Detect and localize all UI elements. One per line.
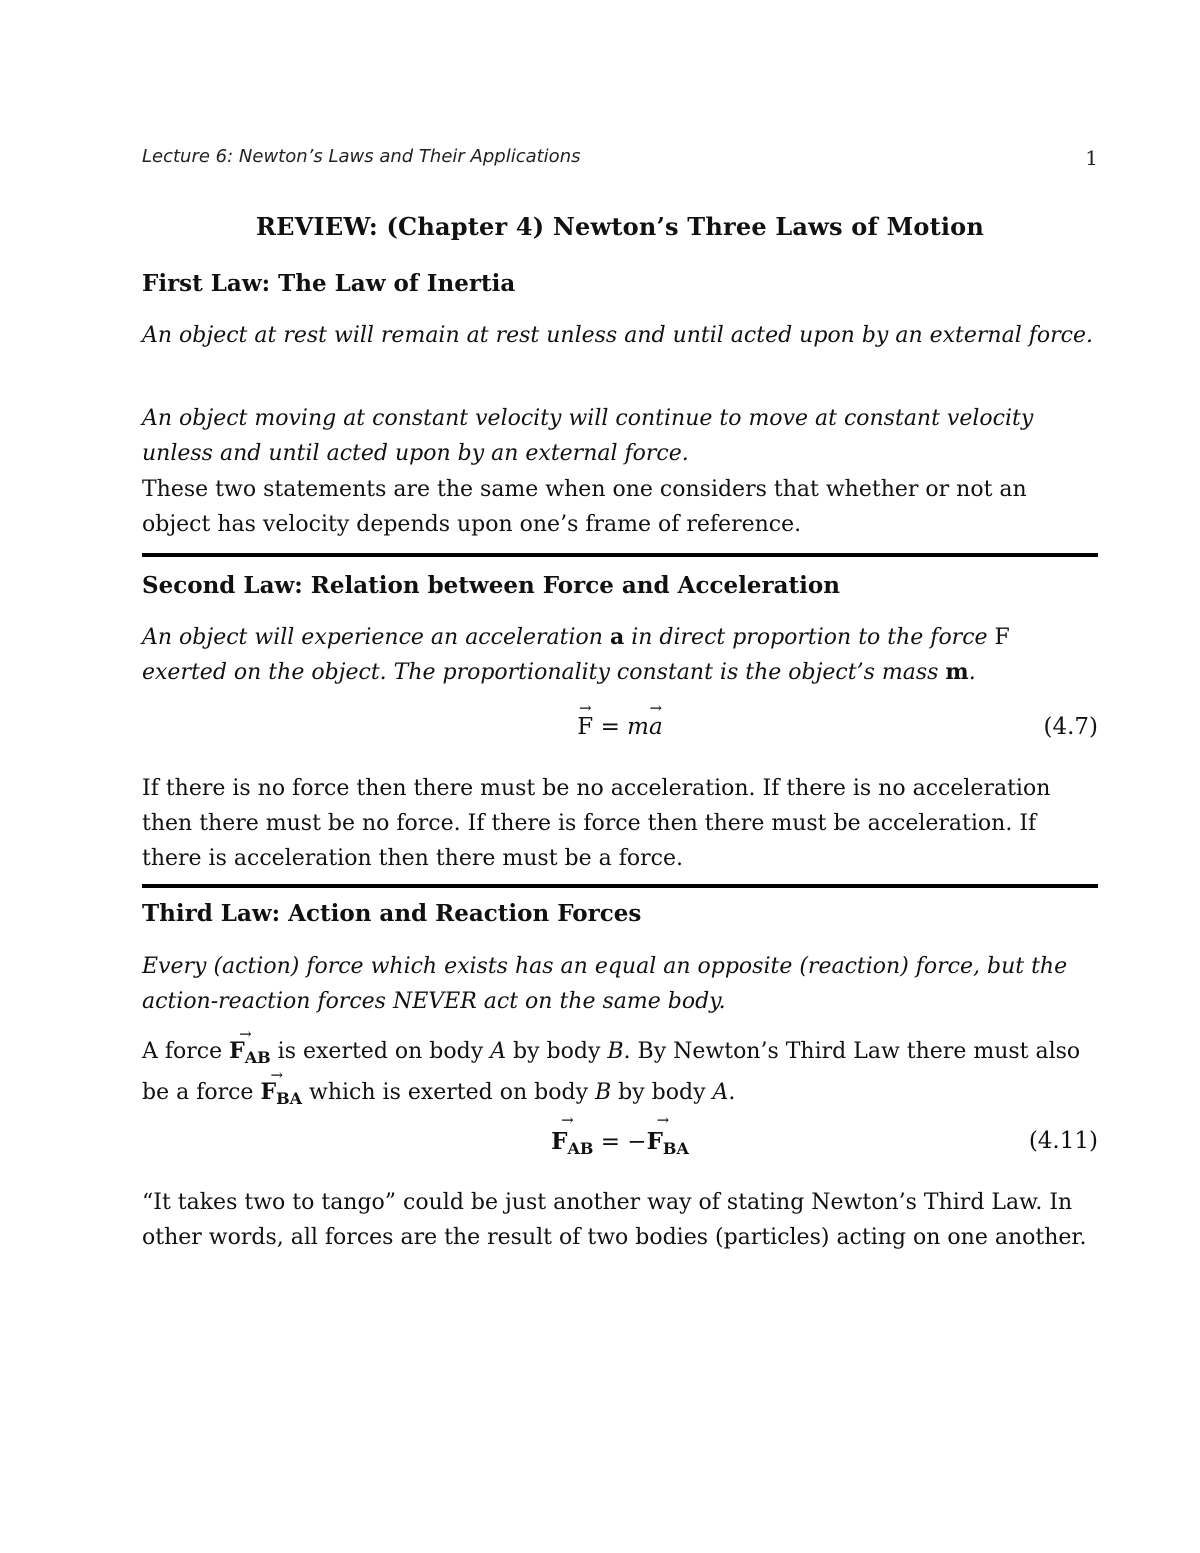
force-symbol: F xyxy=(994,625,1010,650)
section-divider xyxy=(142,553,1098,557)
first-law-statement-1: An object at rest will remain at rest unless and until acted upon by an external force. xyxy=(142,323,1093,348)
second-law-statement xyxy=(142,620,1098,690)
force-ab-vector xyxy=(229,1034,271,1075)
third-law-text-f: by body xyxy=(611,1080,713,1105)
acceleration-vector: → a xyxy=(649,714,663,740)
equation-4-11 xyxy=(142,1128,1098,1164)
third-law-paragraph xyxy=(142,1034,1098,1116)
force-ab-vector xyxy=(551,1128,593,1158)
running-header xyxy=(142,146,1098,170)
page-number: 1 xyxy=(1085,146,1098,170)
page-title: REVIEW: (Chapter 4) Newton’s Three Laws of Motion xyxy=(255,212,985,241)
equation-number: (4.7) xyxy=(1043,714,1098,740)
equation-4-11-math xyxy=(142,1128,1098,1158)
equals-minus-sign: = − xyxy=(593,1129,647,1155)
third-law-text-a: A force xyxy=(142,1039,230,1064)
mass-variable: m xyxy=(627,714,649,740)
force-vector: → F xyxy=(577,714,593,740)
force-ba-vector xyxy=(647,1128,689,1158)
third-law-text-c: by body xyxy=(506,1039,608,1064)
force-symbol: F xyxy=(260,1079,277,1105)
running-title: Lecture 6: Newton’s Laws and Their Applications xyxy=(142,146,581,167)
force-symbol: F xyxy=(646,1128,663,1155)
subscript-ab: AB xyxy=(567,1139,594,1158)
third-law-statement: Every (action) force which exists has an equal an opposite (reaction) force, but the action-reaction forces NEVER act on the same body. xyxy=(142,954,1068,1014)
third-law-text-b: is exerted on body xyxy=(270,1039,491,1064)
third-law-text-d: . By Newton’s Third Law there must also be a force xyxy=(142,1039,1081,1105)
third-law-closing: “It takes two to tango” could be just another way of stating Newton’s Third Law. In other words, all forces are the result of two bodies (particles) acting on one another. xyxy=(142,1190,1087,1250)
first-law-heading: First Law: The Law of Inertia xyxy=(142,270,516,297)
second-law-text-c: exerted on the object. The proportionality constant is the object’s mass xyxy=(142,660,946,685)
second-law-text-b: in direct proportion to the force xyxy=(624,625,995,650)
mass-symbol: m xyxy=(945,659,969,685)
body-b: B xyxy=(595,1080,612,1105)
second-law-heading: Second Law: Relation between Force and Acceleration xyxy=(142,572,840,599)
body-b: B xyxy=(607,1039,624,1064)
body-a: A xyxy=(712,1080,729,1105)
body-a: A xyxy=(490,1039,507,1064)
second-law-text-d: . xyxy=(968,660,976,685)
equals-sign: = xyxy=(593,714,628,740)
force-symbol: F xyxy=(551,1128,568,1155)
second-law-note: If there is no force then there must be no acceleration. If there is no acceleration then there must be no force. If there is force then there must be acceleration. If there is acceleration then there must be a force. xyxy=(142,776,1051,871)
second-law-text-a: An object will experience an acceleration xyxy=(142,625,610,650)
force-ba-vector xyxy=(260,1075,302,1116)
section-divider xyxy=(142,884,1098,888)
force-symbol: F xyxy=(229,1038,245,1064)
subscript-ba: BA xyxy=(662,1139,689,1158)
first-law-statement-2: An object moving at constant velocity will continue to move at constant velocity unless and until acted upon by an external force. xyxy=(142,406,1034,466)
equation-4-7 xyxy=(142,714,1098,750)
third-law-text-e: which is exerted on body xyxy=(302,1080,595,1105)
third-law-heading: Third Law: Action and Reaction Forces xyxy=(142,900,642,927)
subscript-ba: BA xyxy=(276,1089,303,1108)
equation-4-7-math xyxy=(142,714,1098,740)
first-law-note: These two statements are the same when one considers that whether or not an object has velocity depends upon one’s frame of reference. xyxy=(142,477,1027,537)
acceleration-symbol: a xyxy=(609,624,625,650)
third-law-text-g: . xyxy=(728,1080,736,1105)
equation-number: (4.11) xyxy=(1028,1128,1098,1154)
subscript-ab: AB xyxy=(244,1048,271,1067)
